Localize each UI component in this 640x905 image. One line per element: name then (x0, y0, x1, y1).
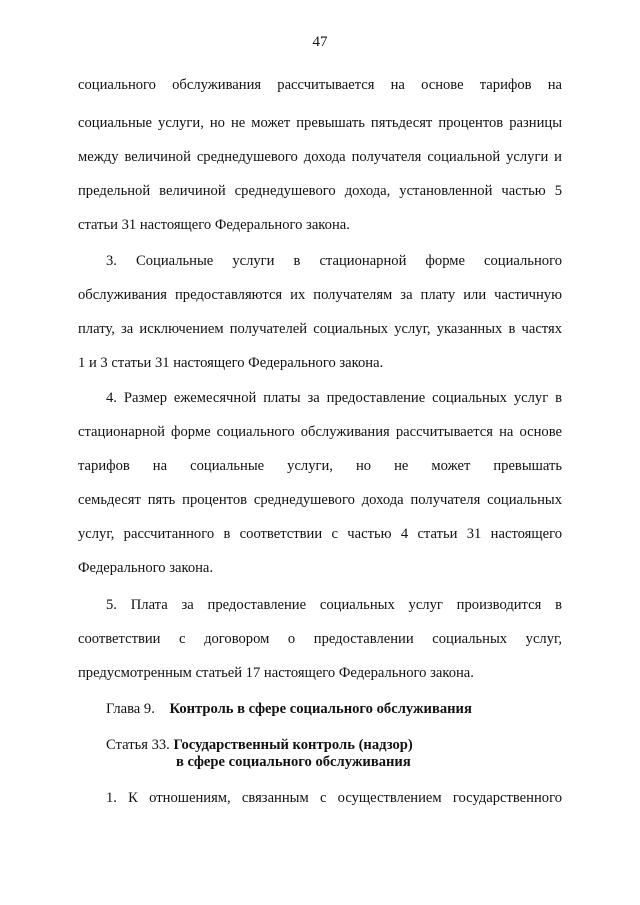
chapter-label: Глава 9. (106, 701, 155, 717)
chapter-heading (106, 700, 546, 718)
article-title-line1: Государственный контроль (надзор) (173, 737, 413, 753)
chapter-title: Контроль в сфере социального обслуживания (169, 701, 472, 717)
text-line: семьдесят пять процентов среднедушевого дохода получателя социальных (78, 492, 562, 508)
text-line: между величиной среднедушевого дохода получателя социальной услуги и (78, 149, 562, 165)
article-heading (106, 736, 546, 754)
paragraph-start: 1. К отношениям, связанным с осуществлением государственного (106, 790, 562, 806)
paragraph-start: 3. Социальные услуги в стационарной форме социального (106, 253, 562, 269)
text-line: предусмотренным статьей 17 настоящего Федерального закона. (78, 665, 474, 681)
text-line: обслуживания предоставляются их получателям за плату или частичную (78, 287, 562, 303)
text-line: соответствии с договором о предоставлении социальных услуг, (78, 631, 562, 647)
article-label: Статья 33. (106, 737, 170, 753)
paragraph-start: 5. Плата за предоставление социальных услуг производится в (106, 597, 562, 613)
text-line: услуг, рассчитанного в соответствии с частью 4 статьи 31 настоящего (78, 526, 562, 542)
page-number: 47 (312, 34, 328, 50)
paragraph-start: 4. Размер ежемесячной платы за предоставление социальных услуг в (106, 390, 562, 406)
text-line: статьи 31 настоящего Федерального закона. (78, 217, 350, 233)
text-line: социального обслуживания рассчитывается на основе тарифов на (78, 77, 562, 93)
article-title-line2: в сфере социального обслуживания (176, 754, 411, 770)
text-line: стационарной форме социального обслуживания рассчитывается на основе (78, 424, 562, 440)
text-line: плату, за исключением получателей социальных услуг, указанных в частях (78, 321, 562, 337)
text-line: тарифов на социальные услуги, но не может превышать (78, 458, 562, 474)
text-line: 1 и 3 статьи 31 настоящего Федерального закона. (78, 355, 384, 371)
text-line: предельной величиной среднедушевого дохода, установленной частью 5 (78, 183, 562, 199)
text-line: Федерального закона. (78, 560, 214, 576)
text-line: социальные услуги, но не может превышать пятьдесят процентов разницы (78, 115, 562, 131)
